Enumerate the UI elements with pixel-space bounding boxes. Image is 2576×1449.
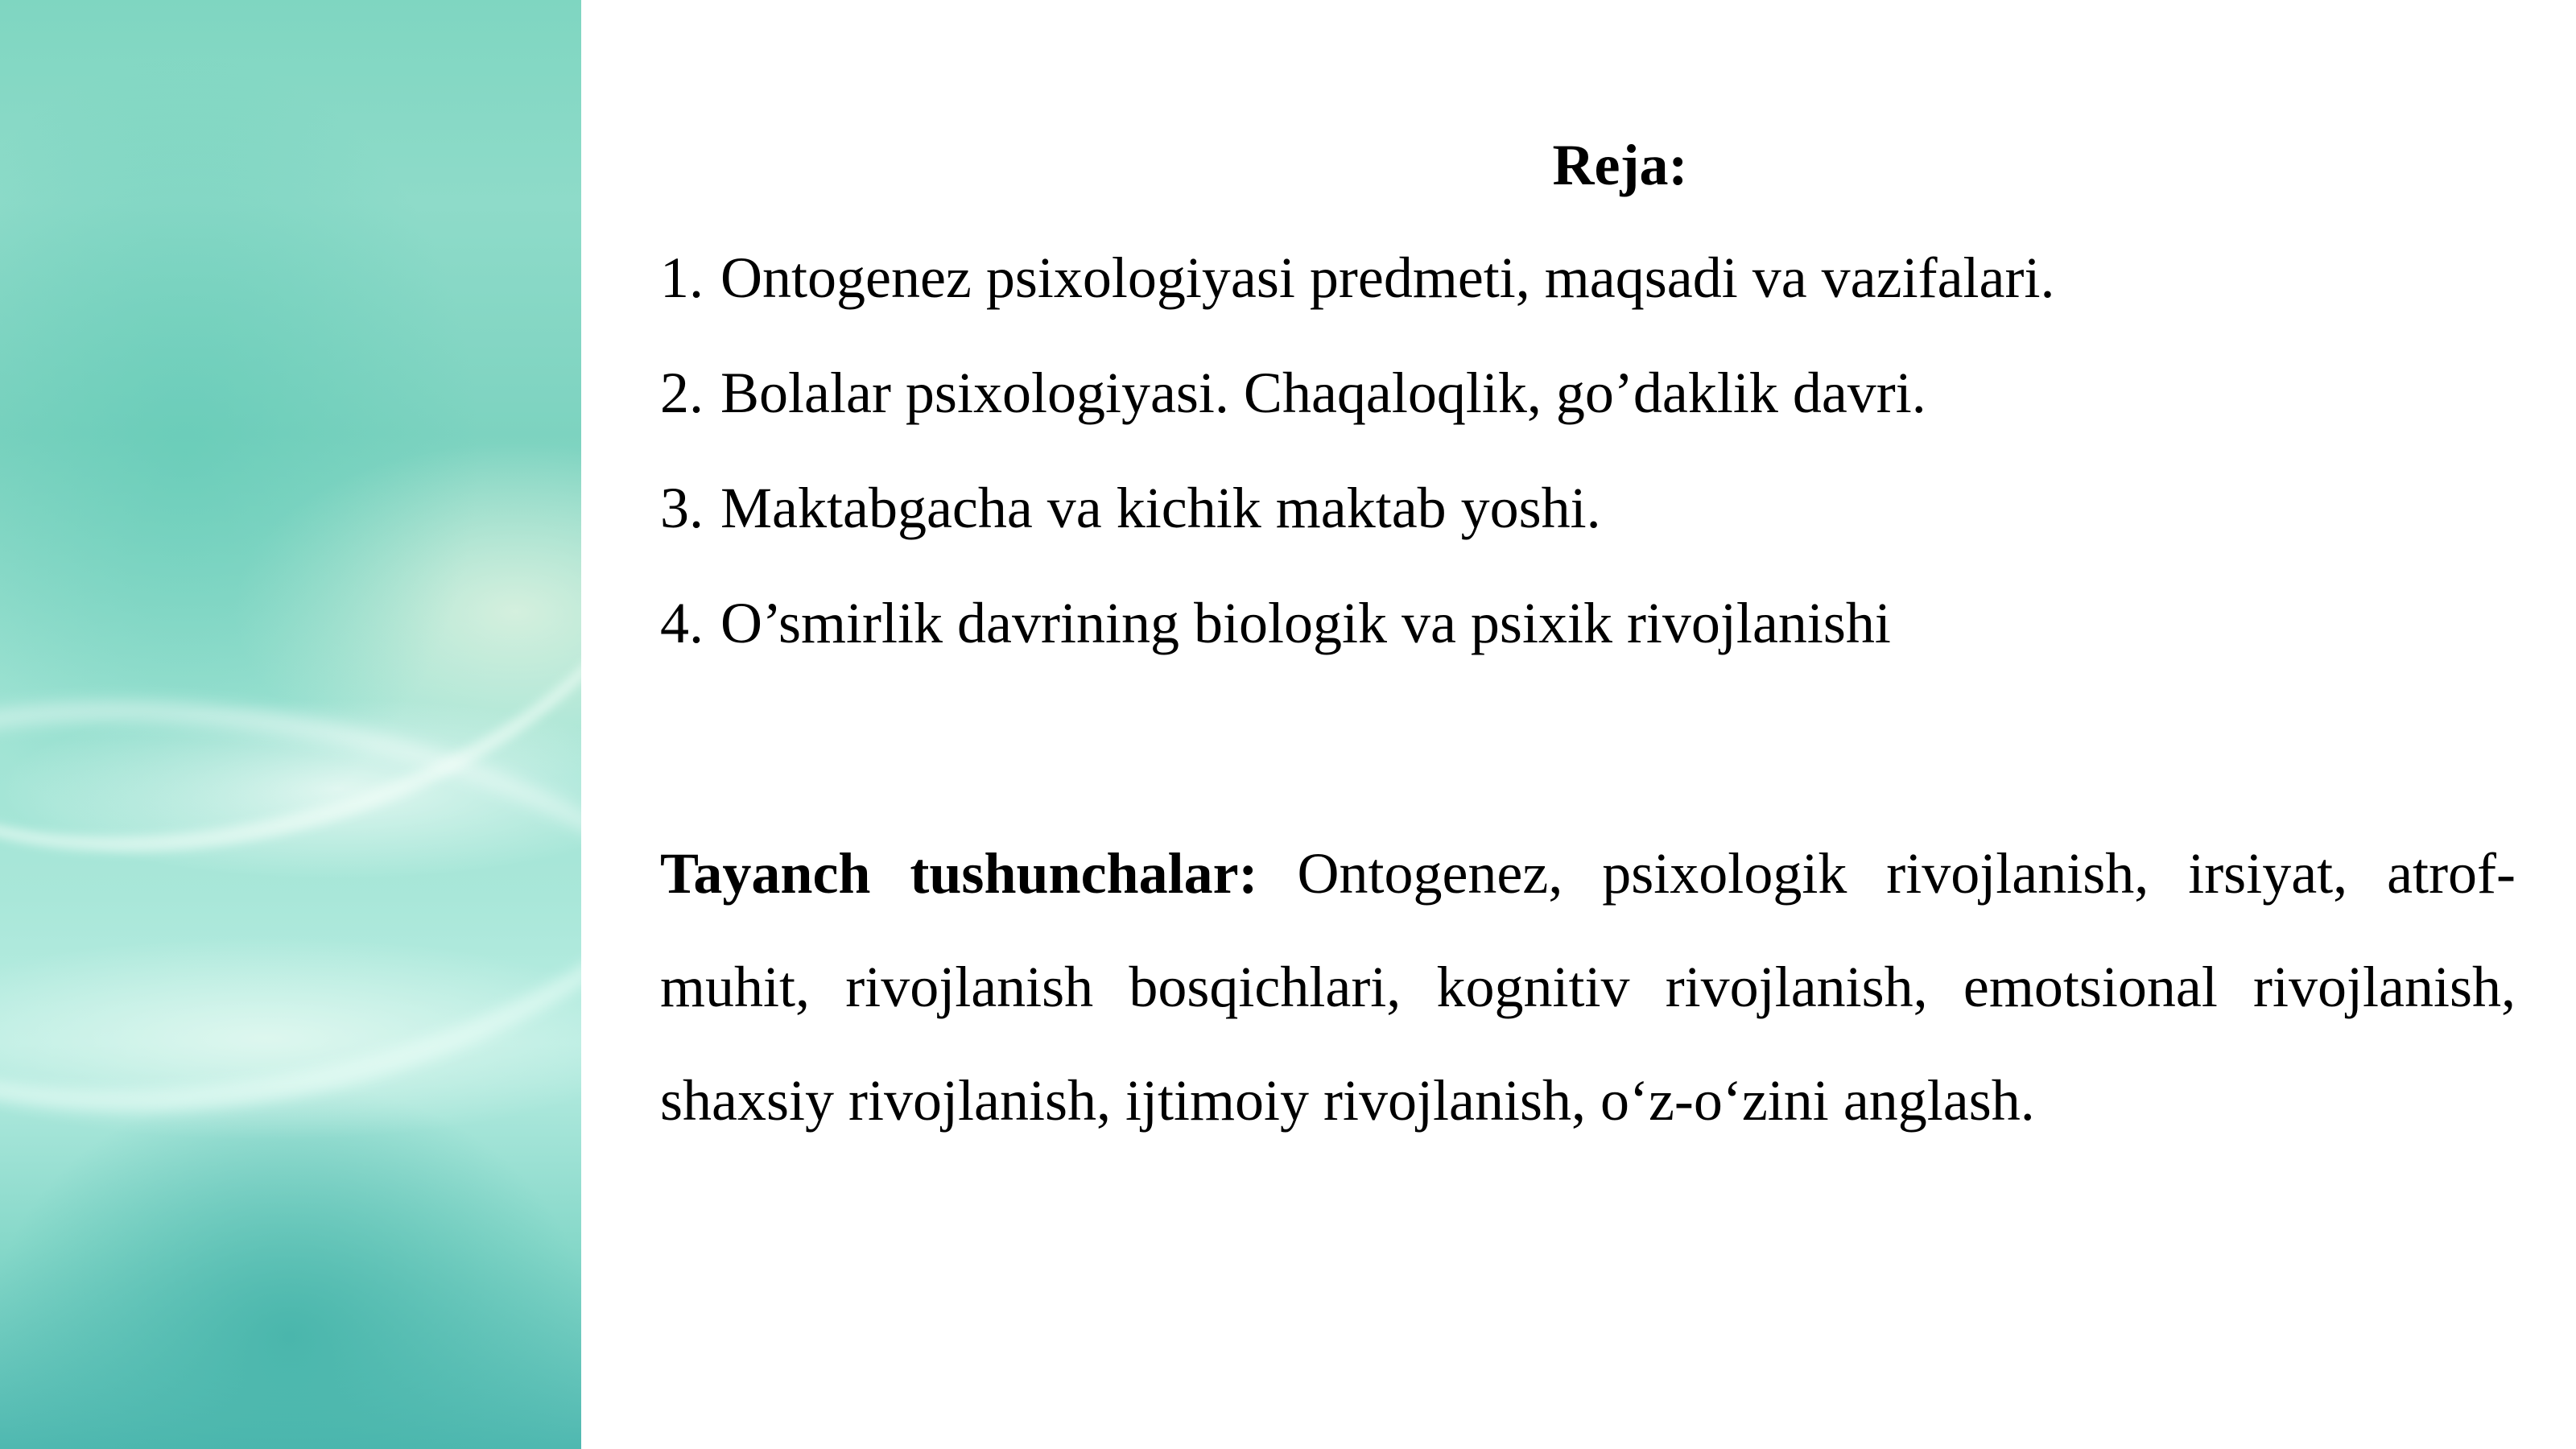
- plan-item-number: 4.: [660, 591, 704, 655]
- plan-item: [660, 472, 2516, 587]
- plan-item-number: 2.: [660, 361, 704, 425]
- plan-item: [660, 357, 2516, 472]
- key-concepts-text: Ontogenez, psixologik rivojlanish, irsiyat, atrof-muhit, rivojlanish bosqichlari, kognitiv rivojlanish, emotsional rivojlanish, shaxsiy rivojlanish, ijtimoiy rivojlanish, o‘z-o‘zini anglash.: [660, 841, 2516, 1133]
- plan-item-number: 3.: [660, 476, 704, 540]
- plan-item-text: Maktabgacha va kichik maktab yoshi.: [720, 476, 1601, 540]
- plan-item: [660, 242, 2516, 357]
- key-concepts-paragraph: [660, 817, 2516, 1158]
- key-concepts-label: Tayanch tushunchalar:: [660, 841, 1258, 906]
- plan-list: [660, 242, 2516, 702]
- plan-item-number: 1.: [660, 246, 704, 310]
- plan-item-text: O’smirlik davrining biologik va psixik rivojlanishi: [720, 591, 1891, 655]
- slide-title: Reja:: [1552, 133, 1688, 197]
- decorative-side-panel: [0, 0, 581, 1449]
- plan-item-text: Bolalar psixologiyasi. Chaqaloqlik, go’daklik davri.: [720, 361, 1926, 425]
- plan-item: [660, 587, 2516, 702]
- plan-item-text: Ontogenez psixologiyasi predmeti, maqsadi va vazifalari.: [720, 246, 2055, 310]
